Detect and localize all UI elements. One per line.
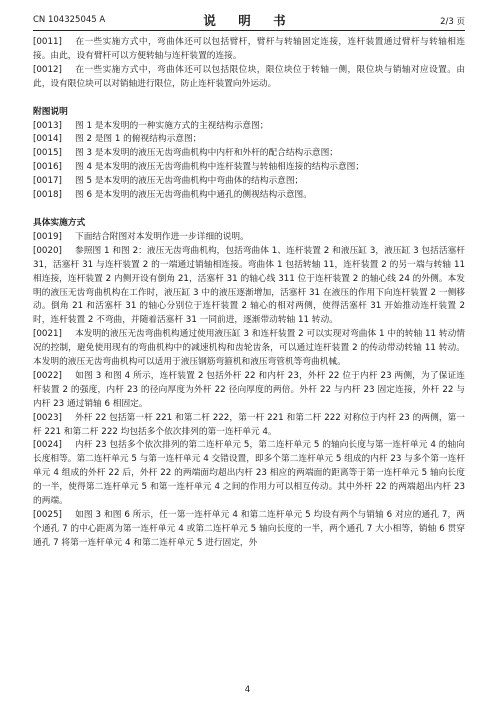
paragraph [33,328,465,370]
paragraph-text: 参照图 1 和图 2：液压无齿弯曲机构，包括弯曲体 1、连杆装置 2 和液压缸 3，液压缸 3 包括活塞杆 31，活塞杆 31 与连杆装置 2 的一端通过销轴相连接。弯曲体 1 包括转轴 11，连杆装置 2 的另一端与转轴 11 相连接，连杆装置 2 内侧开设有倒角 21，活塞杆 31 的轴心线 311 位于连杆装置 2 的轴心线 24 的外侧。本发明的液压无齿弯曲机构在工作时，液压缸 3 中的液压逐渐增加，活塞杆 31 在液压的作用下向连杆装置 2 一侧移动。倒角 21 和活塞杆 31 的轴心分别位于连杆装置 2 轴心的相对两侧，使得活塞杆 31 开始推动连杆装置 2 时，连杆装置 2 不弯曲，并随着活塞杆 31 一同前进，逐渐带动转轴 11 转动。 [33,245,465,326]
paragraph-number: [0017] [33,176,62,187]
paragraph-number: [0022] [33,370,62,381]
paragraph [33,370,465,412]
paragraph-text: 本发明的液压无齿弯曲机构通过使用液压缸 3 和连杆装置 2 可以实现对弯曲体 1 中的转轴 11 转动情况的控制，避免使用现有的弯曲机构中的减速机构和齿轮齿条，可以通过连杆装置 2 的传动带动转轴 11 转动。本发明的液压无齿弯曲机构可以适用于液压钢筋弯箍机和液压弯管机等弯曲机械。 [33,329,465,368]
paragraph-number: [0012] [33,64,62,75]
header-rule [33,30,465,31]
paragraph [33,189,465,203]
paragraph-text: 外杆 22 包括第一杆 221 和第二杆 222，第一杆 221 和第二杆 222 对称位于内杆 23 的两侧，第一杆 221 和第二杆 222 均包括多个依次排列的第一连杆单元 4。 [33,412,465,437]
paragraph-text: 在一些实施方式中，弯曲体还可以包括臂杆，臂杆与转轴固定连接，连杆装置通过臂杆与转轴相连接。由此，设有臂杆可以方便转轴与连杆装置的连接。 [33,37,465,61]
section-gap [33,203,465,217]
paragraph-text: 如图 3 和图 6 所示，任一第一连杆单元 4 和第二连杆单元 5 均设有两个与销轴 6 对应的通孔 7，两个通孔 7 的中心距离为第一连杆单元 4 或第二连杆单元 5 轴向长度的一半，两个通孔 7 大小相等，销轴 6 贯穿通孔 7 将第一连杆单元 4 和第二连杆单元 5 进行固定，外 [33,510,465,548]
paragraph-number: [0023] [33,412,62,423]
paragraph-number: [0018] [33,190,62,201]
paragraph [33,161,465,175]
paragraph-number: [0015] [33,148,62,159]
paragraph-number: [0021] [33,329,62,340]
paragraph-text: 在一些实施方式中，弯曲体还可以包括限位块，限位块位于转轴一侧，限位块与销轴对应设置。由此，设有限位块可以对销轴进行限位，防止连杆装置向外运动。 [33,64,465,89]
paragraph [33,245,465,328]
section-heading-implementation: 具体实施方式 [33,217,86,228]
paragraph [33,120,465,134]
paragraph [33,509,465,551]
publication-number: CN 104325045 A [33,15,106,25]
paragraph-text: 图 4 是本发明的液压无齿弯曲机构中连杆装置与转轴相连接的结构示意图； [75,162,365,173]
paragraph-number: [0020] [33,245,62,256]
paragraph [33,147,465,161]
paragraph-number: [0013] [33,120,62,131]
paragraph-number: [0016] [33,162,62,173]
paragraph-text: 图 5 是本发明的液压无齿弯曲机构中弯曲体的结构示意图； [75,176,304,187]
document-body [33,36,465,551]
paragraph-text: 图 2 是图 1 的俯视结构示意图； [75,134,202,145]
page-footer-number: 4 [244,685,251,695]
paragraph-group-b [33,120,465,203]
paragraph [33,64,465,92]
paragraph [33,439,465,509]
section-gap [33,92,465,106]
paragraph-number: [0024] [33,440,62,451]
paragraph-text: 图 3 是本发明的液压无齿弯曲机构中内杆和外杆的配合结构示意图； [75,148,338,159]
paragraph-number: [0025] [33,510,62,520]
page-header [33,10,465,30]
paragraph-text: 如图 3 和图 4 所示，连杆装置 2 包括外杆 22 和内杆 23，外杆 22 位于内杆 23 两侧，为了保证连杆装置 2 的强度，内杆 23 的径向厚度为外杆 22 径向厚度的两倍。外杆 22 与内杆 23 固定连接，外杆 22 与内杆 23 通过销轴 6 相固定。 [33,370,465,409]
paragraph [33,231,465,245]
paragraph [33,412,465,440]
paragraph-group-c [33,231,465,551]
paragraph-group-a [33,36,465,92]
paragraph-text: 图 1 是本发明的一种实施方式的主视结构示意图； [75,120,269,131]
paragraph-number: [0011] [33,37,62,47]
paragraph-number: [0014] [33,134,62,145]
paragraph [33,133,465,147]
paragraph [33,36,465,64]
paragraph-text: 图 6 是本发明的液压无齿弯曲机构中通孔的侧视结构示意图。 [75,190,312,201]
page-indicator: 2/3 页 [440,17,465,27]
paragraph-text: 内杆 23 包括多个依次排列的第二连杆单元 5，第二连杆单元 5 的轴向长度与第一连杆单元 4 的轴向长度相等。第二连杆单元 5 与第一连杆单元 4 交错设置，即多个第二连杆单元 5 组成的内杆 23 与多个第一连杆单元 4 组成的外杆 22 后，外杆 22 的两端面均超出内杆 23 相应的两端面的距离等于第一连杆单元 5 轴向长度的一半，使得第二连杆单元 5 和第一连杆单元 4 之间的作用力可以相互传动。其中外杆 22 的两端超出内杆 23 的两端。 [33,440,465,507]
paragraph-number: [0019] [33,231,62,242]
document-title: 说 明 书 [203,13,295,28]
section-heading-figures: 附图说明 [33,106,68,117]
paragraph [33,175,465,189]
paragraph-text: 下面结合附图对本发明作进一步详细的说明。 [75,231,249,242]
